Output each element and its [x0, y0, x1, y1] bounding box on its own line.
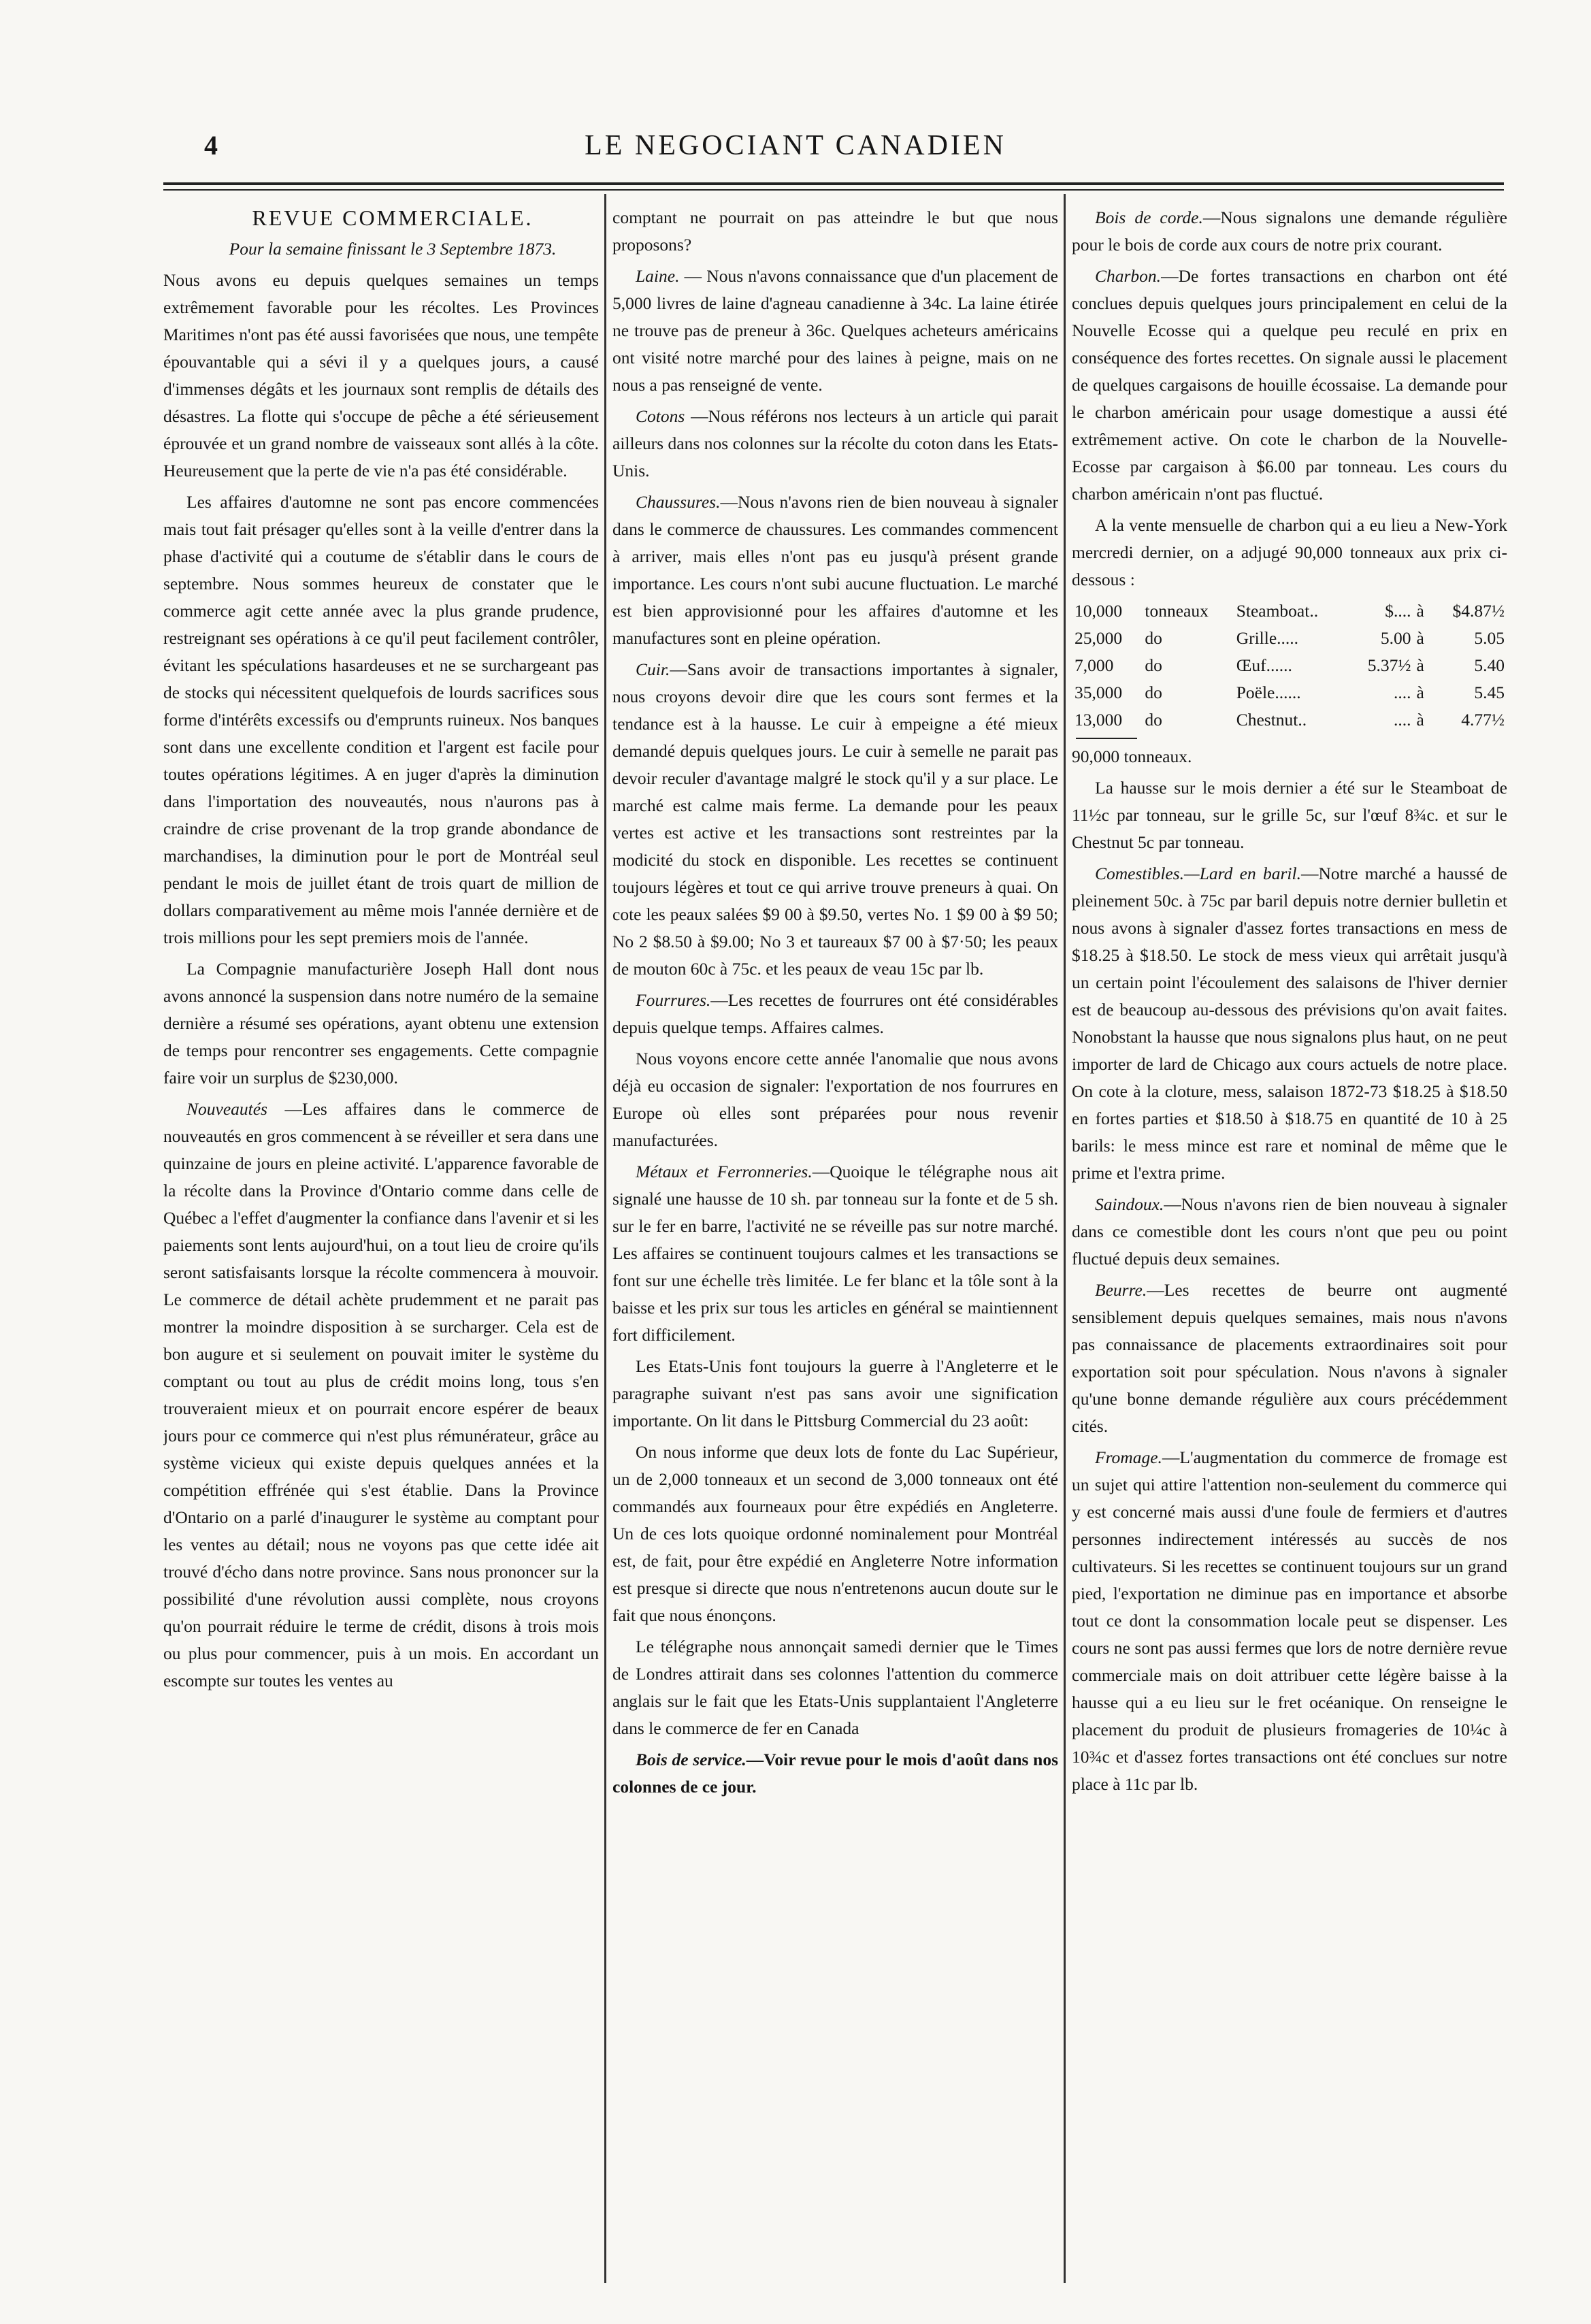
paragraph-text: —Notre marché a haussé de pleinement 50c. à 75c par baril depuis notre dernier bulletin et nous avons à signaler d'assez fortes transactions en mess de $18.25 à $18.50. Le stock de mess vieux qui arrêtait jusqu'à un certain point l'écoulement des salaisons de l'hiver dernier est de beaucoup au-dessous des prévisions qu'on avait faites. Nonobstant la hausse que nous signalons plus haut, on ne peut importer de lard de Chicago aux cours actuels de notre place. On cote à la cloture, mess, salaison 1872-73 $18.25 à $18.50 en fortes parties et $18.50 à $18.75 en quantité de 10 à 25 barils: le mess mince est rare et nominal de même que le prime et l'extra prime.: [1072, 864, 1507, 1183]
paragraph-text: —Sans avoir de transactions importantes à signaler, nous croyons devoir dire que les cours sont fermes et la tendance est à la hausse. Le cuir à empeigne a été mieux demandé depuis quelques jours. Le cuir à semelle ne parait pas devoir reculer d'avantage malgré le stock qu'il y a sur place. Le marché est calme mais ferme. La demande pour les peaux vertes est active et les transactions sont restreintes par la modicité du stock en disponible. Les recettes se continuent toujours légères et tout ce qui arrive trouve preneurs à quai. On cote les peaux salées $9 00 à $9.50, vertes No. 1 $9 00 à $9 50; No 2 $8.50 à $9.00; No 3 et taureaux $7 00 à $7·50; les peaux de mouton 60c à 75c. et les peaux de veau 15c par lb.: [612, 659, 1058, 979]
header-rule: [163, 182, 1504, 185]
coal-high: $4.87½: [1452, 601, 1505, 621]
coal-qty: 25,000: [1075, 628, 1123, 648]
paragraph-text: —Voir revue pour le mois d'août dans nos colonnes de ce jour.: [612, 1750, 1058, 1797]
paragraph: [612, 987, 1058, 1041]
coal-high: 5.40: [1474, 655, 1505, 675]
section-heading: Fromage.: [1095, 1447, 1162, 1467]
column-divider: [604, 194, 606, 2283]
coal-price-table: [1072, 598, 1507, 734]
paragraph: A la vente mensuelle de charbon qui a eu lieu a New-York mercredi dernier, on a adjugé 90,000 tonneaux aux prix ci-dessous :: [1072, 515, 1507, 589]
coal-low: ....: [1394, 710, 1411, 730]
section-heading: Métaux et Ferronneries.: [636, 1162, 813, 1181]
table-row: [1072, 679, 1507, 706]
column-2: [612, 204, 1058, 2287]
coal-qty: 35,000: [1075, 683, 1123, 702]
masthead: LE NEGOCIANT CANADIEN: [585, 130, 1006, 161]
section-heading: Laine.: [636, 266, 680, 286]
paragraph: [612, 489, 1058, 652]
table-row: [1072, 598, 1507, 625]
coal-kind: Steamboat..: [1236, 601, 1319, 621]
paragraph-text: —Nous signalons une demande régulière pour le bois de corde aux cours de notre prix courant.: [1072, 208, 1507, 255]
paragraph: [1072, 1277, 1507, 1440]
paragraph: Le télégraphe nous annonçait samedi dernier que le Times de Londres attirait dans ses colonnes l'attention du commerce anglais sur le fait que les Etats-Unis supplantaient l'Angleterre dans le commerce de fer en Canada: [612, 1637, 1058, 1738]
paragraph: Nous voyons encore cette année l'anomalie que nous avons déjà eu occasion de signaler: l'exportation de nos fourrures en Europe où elles sont préparées pour nous revenir manufacturées.: [612, 1049, 1058, 1150]
paragraph-text: —Nous n'avons rien de bien nouveau à signaler dans ce comestible dont les cours n'ont que peu ou point fluctué depuis deux semaines.: [1072, 1194, 1507, 1269]
coal-low: 5.37½: [1367, 655, 1411, 675]
section-heading: Charbon.: [1095, 266, 1162, 286]
section-heading: Saindoux.: [1095, 1194, 1164, 1214]
paragraph-text: —L'augmentation du commerce de fromage est un sujet qui attire l'attention non-seulement du commerce qui y est concerné mais aussi d'une foule de fermiers et d'autres personnes indirectement intéressés au succès de nos cultivateurs. Si les recettes se continuent toujours sur un grand pied, l'exportation ne diminue pas en importance et absorbe tout ce dont la consommation locale peut se dispenser. Les cours ne sont pas aussi fermes que lors de notre dernière revue commerciale mais on doit attribuer cette légère baisse à la hausse qui a eu lieu sur le fret océanique. On renseigne le placement du produit de plusieurs fromageries de 10¼c à 10¾c et d'assez fortes transactions ont été conclues sur notre place à 11c par lb.: [1072, 1447, 1507, 1794]
coal-a: à: [1416, 710, 1424, 730]
coal-high: 5.05: [1474, 628, 1505, 648]
section-heading: Fourrures.: [636, 990, 711, 1010]
paragraph: [612, 656, 1058, 983]
table-row: [1072, 652, 1507, 679]
column-divider: [1064, 194, 1066, 2283]
paragraph-text: —Quoique le télégraphe nous ait signalé une hausse de 10 sh. par tonneau sur la fonte et de 5 sh. sur le fer en barre, l'activité ne se réveille pas sur notre marché. Les affaires se continuent toujours calmes et les transactions se font sur une échelle très limitée. Le fer blanc et la tôle sont à la baisse et les prix sur tous les articles en général se maintiennent fort difficilement.: [612, 1162, 1058, 1345]
coal-unit: do: [1145, 683, 1162, 702]
paragraph: [1072, 1191, 1507, 1273]
paragraph: La Compagnie manufacturière Joseph Hall dont nous avons annoncé la suspension dans notre numéro de la semaine dernière a résumé ses opérations, ayant obtenu une extension de temps pour rencontrer ses engagements. Cette compagnie faire voir un surplus de $230,000.: [163, 959, 599, 1087]
paragraph: Nous avons eu depuis quelques semaines un temps extrêmement favorable pour les récoltes. Les Provinces Maritimes n'ont pas été aussi favorisées que nous, une tempête épouvantable qui a sévi il y a quelques jours, a causé d'immenses dégâts et les journaux sont remplis de détails des désastres. La flotte qui s'occupe de pêche a été sérieusement éprouvée et un grand nombre de vaisseaux sont allés à la côte. Heureusement que la perte de vie n'a pas été considérable.: [163, 270, 599, 480]
coal-low: $....: [1385, 601, 1411, 621]
paragraph: [612, 1746, 1058, 1801]
paragraph: [163, 1096, 599, 1695]
section-heading: Chaussures.: [636, 492, 721, 512]
paragraph-text: —Les affaires dans le commerce de nouveautés en gros commencent à se réveiller et sera dans une quinzaine de jours en pleine activité. L'apparence favorable de la récolte dans la Province d'Ontario comme dans celle de Québec a l'effet d'augmenter la confiance dans l'avenir et si les paiements sont lents aujourd'hui, on a tout lieu de croire qu'ils seront satisfaisants lorsque la récolte commencera à mouvoir. Le commerce de détail achète prudemment et ne parait pas montrer la moindre disposition à se surcharger. Cela est de bon augure et si seulement on pouvait imiter le système du comptant ou tout au plus de crédit moins long, tous s'en trouveraient mieux et on pourrait encore espérer de beaux jours pour ce commerce qui n'est plus rémunérateur, grâce au système vicieux qui existe depuis quelques années et la compétition effrénée qui s'est établie. Dans la Province d'Ontario on a parlé d'inaugurer le système au comptant pour les ventes au détail; nous ne voyons pas que cette idée ait trouvé d'écho dans notre province. Sans nous prononcer sur la possibilité d'une révolution aussi complète, nous croyons qu'on pourrait réduire le terme de crédit, disons à trois mois ou plus pour commencer, puis à un mois. En accordant un escompte sur toutes les ventes au: [163, 1099, 599, 1690]
coal-unit: do: [1145, 655, 1162, 675]
section-heading: Beurre.: [1095, 1280, 1147, 1300]
paragraph: On nous informe que deux lots de fonte du Lac Supérieur, un de 2,000 tonneaux et un second de 3,000 tonneaux ont été commandés aux fourneaux pour être expédiés en Angleterre. Un de ces lots quoique ordonné nominalement pour Montréal est, de fait, pour être expédié en Angleterre Notre information est presque si directe que nous n'entretenons aucun doute sur le fait que nous énonçons.: [612, 1442, 1058, 1625]
section-heading: Bois de service.: [636, 1750, 747, 1769]
coal-unit: do: [1145, 628, 1162, 648]
page-number: 4: [204, 130, 218, 161]
section-heading: Cuir.: [636, 659, 670, 679]
section-heading: Nouveautés: [186, 1099, 267, 1119]
paragraph: [1072, 204, 1507, 259]
sum-rule: [1076, 738, 1137, 739]
paragraph-text: —Nous référons nos lecteurs à un article qui parait ailleurs dans nos colonnes sur la récolte du coton dans les Etats-Unis.: [612, 406, 1058, 480]
coal-qty: 10,000: [1075, 601, 1123, 621]
section-heading: Comestibles.—Lard en baril.: [1095, 864, 1301, 883]
coal-kind: Chestnut..: [1236, 710, 1307, 730]
coal-qty: 7,000: [1075, 655, 1114, 675]
table-row: [1072, 706, 1507, 734]
coal-high: 5.45: [1474, 683, 1505, 702]
column-3: [1072, 204, 1507, 2287]
coal-kind: Poële......: [1236, 683, 1301, 702]
paragraph: Les Etats-Unis font toujours la guerre à l'Angleterre et le paragraphe suivant n'est pas sans avoir une signification importante. On lit dans le Pittsburg Commercial du 23 août:: [612, 1356, 1058, 1430]
paragraph: Les affaires d'automne ne sont pas encore commencées mais tout fait présager qu'elles sont à la veille d'entrer dans la phase d'activité qui a coutume de s'établir dans le cours de septembre. Nous sommes heureux de constater que le commerce agit cette année avec la plus grande prudence, restreignant ses opérations à ce qu'il peut facilement contrôler, évitant les spéculations hasardeuses et ne se surchargeant pas de stocks qui nécessitent quelquefois de lourds sacrifices sous forme d'intérêts excessifs ou d'emprunts ruineux. Nos banques sont dans une excellente condition et l'argent est facile pour toutes opérations légitimes. A en juger d'après la diminution dans l'importation des nouveautés, nous n'aurons pas à craindre de crise provenant de la trop grande abondance de marchandises, la diminution pour le port de Montréal seul pendant le mois de juillet étant de trois quart de million de dollars comparativement au même mois l'année dernière et de trois millions pour les sept premiers mois de l'année.: [163, 492, 599, 947]
article-dateline: Pour la semaine finissant le 3 Septembre 1873.: [229, 239, 557, 259]
paragraph-text: —Nous n'avons rien de bien nouveau à signaler dans le commerce de chaussures. Les commandes commencent à arriver, mais elles n'ont pas eu jusqu'à présent grande importance. Les cours n'ont subi aucune fluctuation. Le marché est bien approvisionné pour les affaires d'automne et les manufactures sont en pleine opération.: [612, 492, 1058, 648]
section-heading: Bois de corde.: [1095, 208, 1203, 227]
article-title: REVUE COMMERCIALE.: [252, 206, 534, 230]
coal-low: ....: [1394, 683, 1411, 702]
coal-a: à: [1416, 601, 1424, 621]
header-rule-thin: [163, 189, 1504, 191]
paragraph-text: — Nous n'avons connaissance que d'un placement de 5,000 livres de laine d'agneau canadienne à 34c. La laine étirée ne trouve pas de preneur à 36c. Quelques acheteurs américains ont visité notre marché pour des laines à peigne, mais on ne nous a pas renseigné de vente.: [612, 266, 1058, 395]
section-heading: Cotons: [636, 406, 685, 426]
coal-a: à: [1416, 655, 1424, 675]
coal-qty: 13,000: [1075, 710, 1123, 730]
coal-high: 4.77½: [1461, 710, 1505, 730]
paragraph-text: —Les recettes de beurre ont augmenté sensiblement depuis quelques semaines, mais nous n'avons pas connaissance de placements extraordinaires soit pour exportation soit pour spéculation. Nous n'avons à signaler qu'une bonne demande régulière aux cours précédemment cités.: [1072, 1280, 1507, 1436]
paragraph-text: —De fortes transactions en charbon ont été conclues depuis quelques jours principalement en celui de la Nouvelle Ecosse qui a quelque peu reculé en prix en conséquence des fortes recettes. On signale aussi le placement de quelques cargaisons de houille écossaise. La demande pour le charbon américain pour usage domestique a aussi été extrêmement active. On cote le charbon de la Nouvelle-Ecosse par cargaison à $6.00 par tonneau. Les cours du charbon américain n'ont pas fluctué.: [1072, 266, 1507, 504]
coal-low: 5.00: [1380, 628, 1411, 648]
coal-kind: Grille.....: [1236, 628, 1299, 648]
paragraph: [1072, 860, 1507, 1187]
coal-unit: tonneaux: [1145, 601, 1209, 621]
coal-a: à: [1416, 683, 1424, 702]
coal-total: 90,000 tonneaux.: [1072, 747, 1192, 766]
paragraph: [612, 263, 1058, 399]
paragraph: [1072, 1444, 1507, 1798]
paragraph: comptant ne pourrait on pas atteindre le but que nous proposons?: [612, 208, 1058, 255]
coal-kind: Œuf......: [1236, 655, 1292, 675]
coal-a: à: [1416, 628, 1424, 648]
paragraph: [612, 403, 1058, 485]
coal-unit: do: [1145, 710, 1162, 730]
paragraph: [1072, 263, 1507, 508]
paragraph-text: —Les recettes de fourrures ont été considérables depuis quelque temps. Affaires calmes.: [612, 990, 1058, 1037]
paragraph: La hausse sur le mois dernier a été sur le Steamboat de 11½c par tonneau, sur le grille 5c, sur l'œuf 8¾c. et sur le Chestnut 5c par tonneau.: [1072, 778, 1507, 852]
table-row: [1072, 625, 1507, 652]
column-1: [163, 204, 599, 2287]
paragraph: [612, 1158, 1058, 1349]
